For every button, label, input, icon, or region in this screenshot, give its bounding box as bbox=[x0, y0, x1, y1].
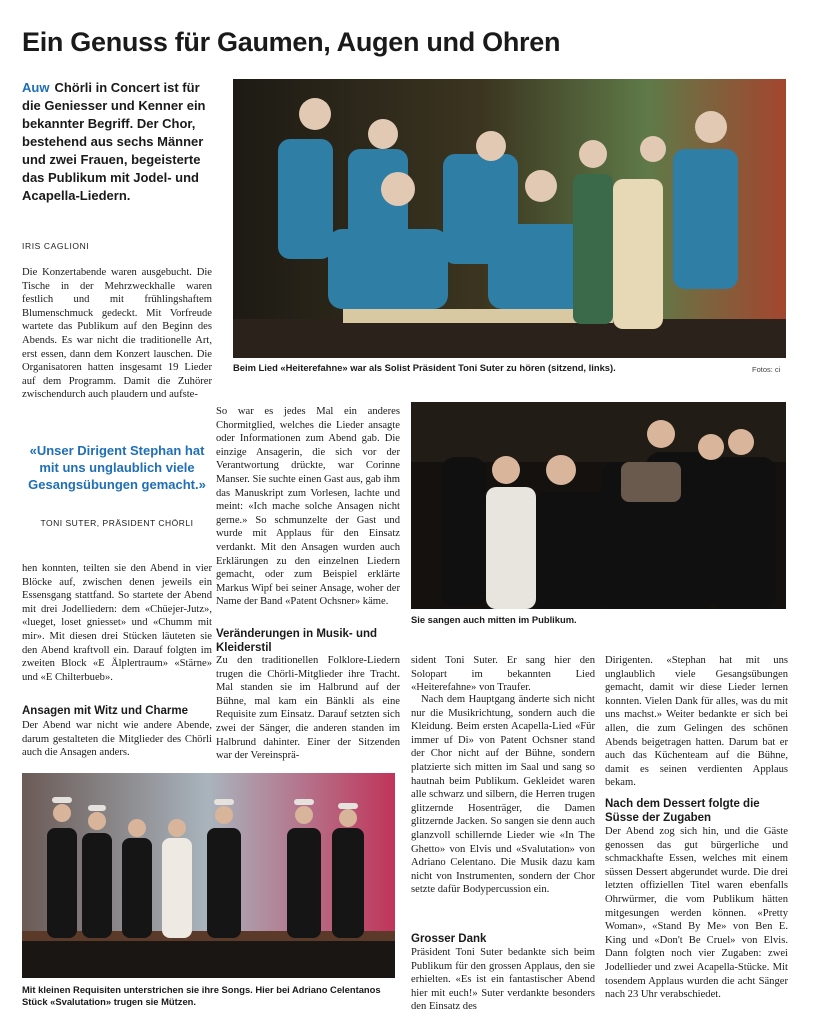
quote-close-mark: » bbox=[198, 477, 206, 492]
subheading-grosser-dank-text: Präsident Toni Suter bedankte sich beim Publikum für den grossen Applaus, den sie erhielten. «Es ist ein fantastischer Abend hier mit euch!» Suter verdankte besonders den Einsatz des bbox=[411, 947, 595, 1013]
column2-text: So war es jedes Mal ein anderes Chormitglied, welches die Lieder ansagte oder Informationen zum Abend gab. Die einzige Ansagerin, die sich vor der Verantwortung drückte, war Corinne Manser. Sie suchte einen Gast aus, gab ihm das Manuskript zum Vorlesen, lachte und meint: «Ich mache solche Ansagen nicht gerne.» So schmunzelte der Gast und wurde mit Applaus für den Einsatz verdankt. Mit den Ansagen wurden auch Erklärungen zu den einzelnen Liedern gemacht, oder zum Beispiel erklärte Markus Wipf bei seiner Ansage, woher der Name der Band «Patent Ochsner» käme. bbox=[216, 406, 400, 608]
photo3-caption: Mit kleinen Requisiten unterstrichen sie ihre Songs. Hier bei Adriano Celentanos Stück «Svalutation» trugen sie Mützen. bbox=[22, 984, 381, 1007]
column1-bottom-text: hen konnten, teilten sie den Abend in vier Blöcke auf, zwischen denen jeweils ein Essensgang stattfand. So startete der Abend mit drei Jodelliedern: dem «Chüejer-Jutz», «lueget, loset gniesset» und «Chumm mit mir». Mit diesen drei Stücken läuteten sie den Abend kraftvoll ein. Darauf folgten im zweiten Block «E Älplertraum» «Stärne» und «E Chilterbueb». bbox=[22, 563, 212, 683]
subheading-veraenderungen-text: Zu den traditionellen Folklore-Liedern trugen die Chörli-Mitglieder ihre Tracht. Mal standen sie im Halbrund auf der Bühne, mal kam ein Bänkli als eine Requisite zum Einsatz. Darauf setzten sich zwei der Sänger, die anderen standen im Halbrund dahinter. Einer der Sitzenden war der Vereinsprä- bbox=[216, 655, 400, 762]
subheading-ansagen-text: Der Abend war nicht wie andere Abende, darum gestalteten die Mitglieder des Chörli auch die Ansagen anders. bbox=[22, 720, 212, 759]
pull-quote bbox=[22, 442, 212, 493]
column3-text: sident Toni Suter. Er sang hier den Solopart im bekannten Lied «Heiterefahne» von Traufer. bbox=[411, 655, 595, 694]
quote-open-mark: « bbox=[29, 443, 37, 458]
quote-source: TONI SUTER, PRÄSIDENT CHÖRLI bbox=[40, 518, 194, 528]
subheading-dessert-text: Der Abend zog sich hin, und die Gäste genossen das gut bürgerliche und schmackhafte Essen, welches mit einem süssen Dessert abgerundet wurde. Die drei letzten offiziellen Titel waren ebenfalls Ohrwürmer, die vom Publikum hätten mitgesungen werden können. «Pretty Woman», «Stand By Me» von Ben E. King und «Don't Be Cruel» von Elvis. Dann folgten noch vier Zugaben: zwei Jodellieder und zwei Acapella-Stücke. Mit tosendem Applaus wurden die acht Sänger nach 23 Uhr verabschiedet. bbox=[605, 826, 788, 1001]
photo-singing-in-audience bbox=[411, 402, 786, 609]
subheading-ansagen: Ansagen mit Witz und Charme bbox=[22, 705, 189, 717]
column1-top-text: Die Konzertabende waren ausgebucht. Die Tische in der Mehrzweckhalle waren festlich und mit frühlingshaftem Blumenschmuck gedeckt. Mit Vorfreude wartete das Publikum auf den Beginn des Abends. Es war nicht die traditionelle Art, erst essen, dann dem Konzert lauschen. Die Organisatoren hatten insgesamt 19 Lieder auf dem Programm. Damit die Zuhörer zwischendurch auch plaudern und aufste- bbox=[22, 267, 212, 401]
dateline-place: Auw bbox=[22, 80, 50, 95]
quote-text: Unser Dirigent Stephan hat mit uns unglaublich viele Gesangsübungen gemacht. bbox=[28, 443, 205, 492]
photo2-caption: Sie sangen auch mitten im Publikum. bbox=[411, 614, 577, 625]
subheading-dessert: Nach dem Dessert folgte die Süsse der Zugaben bbox=[605, 798, 760, 824]
column3-text-2: Nach dem Hauptgang änderte sich nicht nur die Musikrichtung, sondern auch die Kleidung. Beim ersten Acapella-Lied «Für immer uf Di» von Patent Ochsner stand der Chor nicht auf der Bühne, sondern platzierte sich mitten im Saal und sang so hautnah beim Publikum. Gekleidet waren alle schwarz und silbern, die Herren trugen glitzernde Hosenträger, die Damen glitzernde Jacken. So sangen sie denn auch glanzvoll schillernde Lieder wie «In The Ghetto» von Elvis und «Svalutation» von Adriano Celentano. Die Musik dazu kam nicht von Instrumenten, sondern der Chor setzte dafür Bodypercussion ein. bbox=[411, 694, 595, 896]
photo-svalutation-performance bbox=[22, 773, 395, 978]
photo-choir-on-stage bbox=[233, 79, 786, 358]
subheading-grosser-dank: Grosser Dank bbox=[411, 933, 487, 945]
lead-text: Chörli in Concert ist für die Geniesser und Kenner ein bekannter Begriff. Der Chor, bestehend aus sechs Männer und zwei Frauen, begeisterte das Publikum mit Jodel- und Acapella-Liedern. bbox=[22, 80, 206, 203]
column4-text: Dirigenten. «Stephan hat mit uns unglaublich viele Gesangsübungen gemacht, damit wir diese Lieder lernen konnten. Vielen Dank für alles, was du mit uns machst.» Weiter bedankte er sich bei allen, die zum Gelingen des schönen Abends beigetragen hatten. Darum bat er auch das Küchenteam auf die Bühne, damit es seinen verdienten Applaus bekam. bbox=[605, 655, 788, 789]
subheading-veraenderungen: Veränderungen in Musik- und Kleiderstil bbox=[216, 628, 378, 654]
author-byline: IRIS CAGLIONI bbox=[22, 241, 90, 251]
lead-paragraph bbox=[22, 79, 212, 205]
headline: Ein Genuss für Gaumen, Augen und Ohren bbox=[22, 27, 561, 57]
photo-credit: Fotos: ci bbox=[752, 365, 781, 374]
photo1-caption: Beim Lied «Heiterefahne» war als Solist Präsident Toni Suter zu hören (sitzend, links). bbox=[233, 362, 616, 373]
